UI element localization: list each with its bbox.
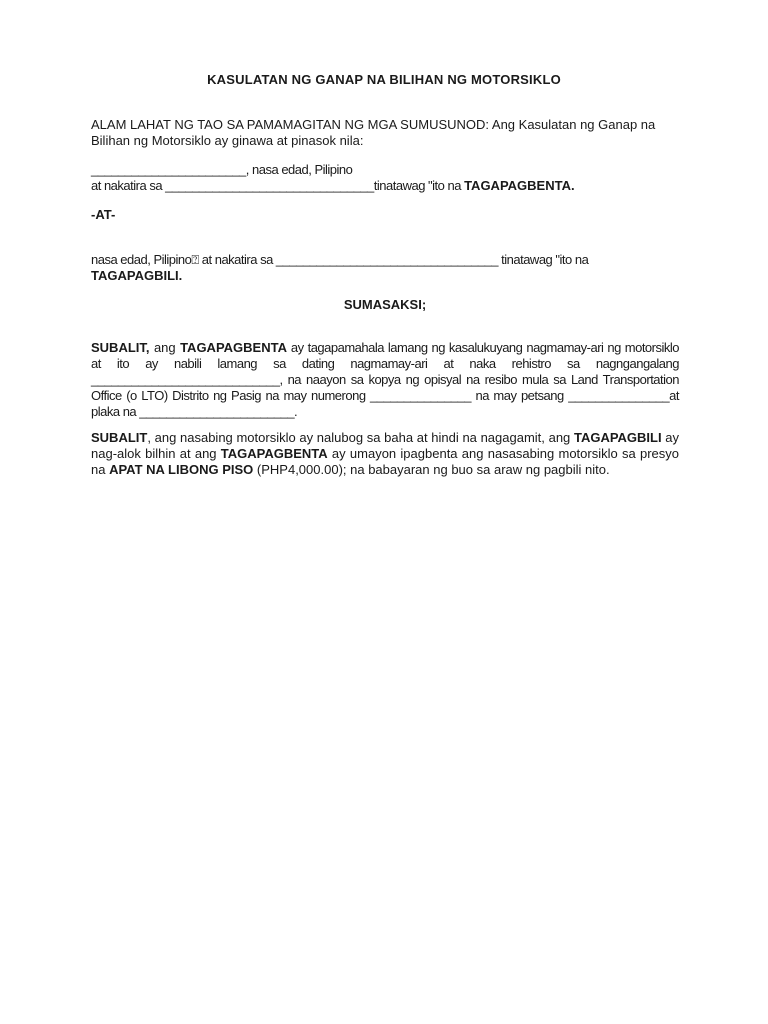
para2-text-1: , ang nasabing motorsiklo ay nalubog sa baha at hindi na nagagamit, ang — [147, 430, 574, 445]
para1-text-1: ang — [149, 340, 181, 355]
buyer-term: TAGAPAGBILI. — [91, 268, 183, 283]
paragraph-1 — [91, 340, 679, 420]
at-separator — [91, 207, 679, 223]
seller-paragraph — [91, 162, 679, 194]
intro-paragraph — [91, 117, 679, 149]
para2-text-3: ay umayon ipagbenta ang nasasabing motorsiklo sa presyo na — [91, 446, 679, 477]
at-separator-text: -AT- — [91, 207, 116, 222]
seller-address-text: at nakatira sa _______________________________tinatawag "ito na — [91, 178, 465, 193]
para2-price-words: APAT NA LIBONG PISO — [109, 462, 254, 477]
intro-line-1: ALAM LAHAT NG TAO SA PAMAMAGITAN NG MGA SUMUSUNOD: Ang Kasulatan ng Ganap na — [91, 117, 656, 132]
para2-subalit: SUBALIT — [91, 430, 148, 445]
seller-name-line: _______________________, nasa edad, Pilipino — [91, 162, 353, 177]
para2-buyer-term: TAGAPAGBILI — [573, 430, 662, 445]
seller-address-line — [91, 178, 679, 194]
document-title: KASULATAN NG GANAP NA BILIHAN NG MOTORSIKLO — [207, 72, 561, 87]
para1-subalit: SUBALIT, — [91, 340, 150, 355]
seller-term: TAGAPAGBENTA. — [464, 178, 575, 193]
para2-text-2: ay nag-alok bilhin at ang — [91, 430, 680, 461]
para2-text-4: (PHP4,000.00); na babayaran ng buo sa araw ng pagbili nito. — [253, 462, 610, 477]
buyer-paragraph — [91, 252, 679, 284]
buyer-address-line: nasa edad, Pilipino⍰ at nakatira sa _________________________________ tinatawag "ito na — [91, 252, 589, 267]
para1-text-2: ay tagapamahala lamang ng kasalukuyang nagmamay-ari ng motorsiklo at ito ay nabili lamang sa dating nagmamay-ari at naka rehistro sa nagngangalang ____________________________, na naayon sa kopya ng opisyal na resibo mula sa Land Transportation Office (o LTO) Distrito ng Pasig na may numerong _______________ na may petsang _______________at plaka na _______________________. — [91, 340, 679, 419]
intro-line-2: Bilihan ng Motorsiklo ay ginawa at pinasok nila: — [91, 133, 364, 148]
para2-seller-term: TAGAPAGBENTA — [220, 446, 328, 461]
sumasaksi-text: SUMASAKSI; — [343, 297, 427, 312]
sumasaksi-heading — [91, 297, 679, 313]
paragraph-2 — [91, 430, 679, 478]
para1-seller-term: TAGAPAGBENTA — [180, 340, 287, 355]
buyer-term-line — [91, 268, 679, 284]
